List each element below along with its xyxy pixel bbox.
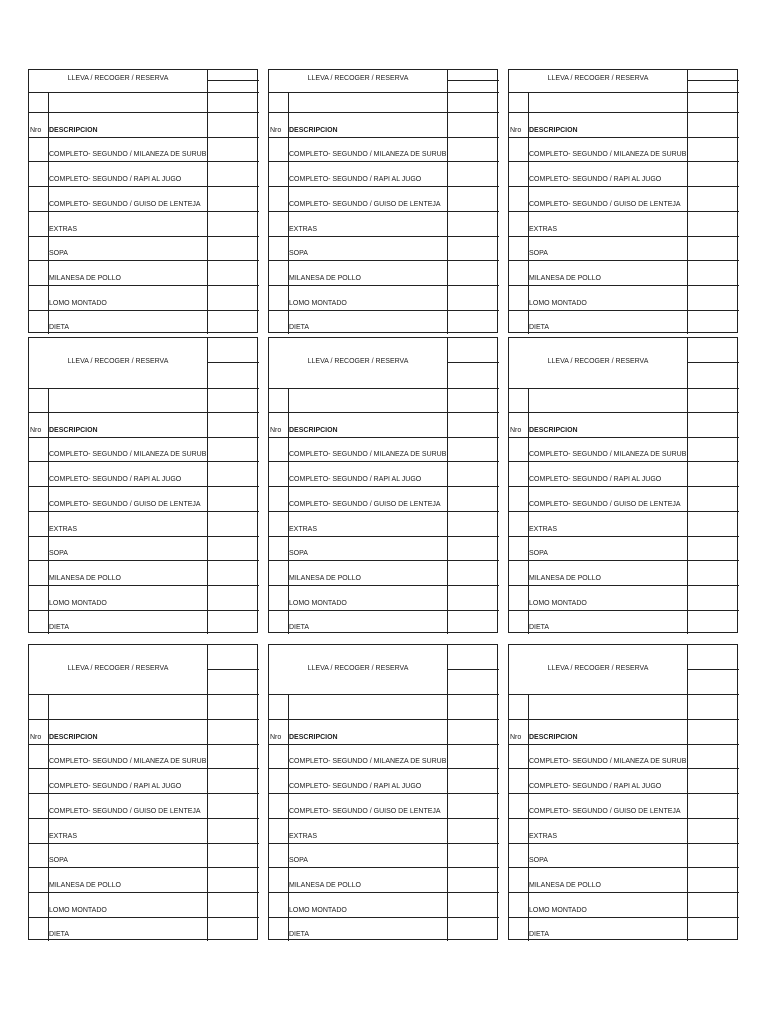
order-ticket <box>268 69 498 333</box>
menu-item-label: MILANESA DE POLLO <box>289 275 361 282</box>
menu-item-label: EXTRAS <box>289 833 318 840</box>
menu-item-label: SOPA <box>289 857 308 864</box>
menu-item-label: SOPA <box>49 550 68 557</box>
order-ticket <box>268 337 498 633</box>
nro-label: Nro <box>30 733 42 741</box>
order-ticket <box>508 644 738 940</box>
menu-item-label: EXTRAS <box>49 226 78 233</box>
menu-item-label: DIETA <box>289 624 310 631</box>
menu-item-label: DIETA <box>529 324 550 331</box>
order-ticket <box>508 337 738 633</box>
menu-item-label: EXTRAS <box>289 526 318 533</box>
menu-item-label: COMPLETO- SEGUNDO / MILANEZA DE SURUBI <box>49 451 209 458</box>
menu-item-label: LOMO MONTADO <box>49 907 107 914</box>
ticket-title: LLEVA / RECOGER / RESERVA <box>67 75 169 82</box>
menu-item-label: LOMO MONTADO <box>529 907 587 914</box>
menu-item-label: EXTRAS <box>289 226 318 233</box>
menu-item-label: EXTRAS <box>49 833 78 840</box>
menu-item-label: MILANESA DE POLLO <box>49 275 121 282</box>
ticket-title: LLEVA / RECOGER / RESERVA <box>67 665 169 672</box>
menu-item-label: DIETA <box>49 931 70 938</box>
menu-item-label: COMPLETO- SEGUNDO / MILANEZA DE SURUBI <box>529 758 689 765</box>
menu-item-label: LOMO MONTADO <box>289 300 347 307</box>
menu-item-label: LOMO MONTADO <box>49 300 107 307</box>
menu-item-label: COMPLETO- SEGUNDO / RAPI AL JUGO <box>49 783 182 790</box>
menu-item-label: COMPLETO- SEGUNDO / MILANEZA DE SURUBI <box>289 758 449 765</box>
menu-item-label: COMPLETO- SEGUNDO / RAPI AL JUGO <box>49 176 182 183</box>
descripcion-label: DESCRIPCION <box>529 733 578 741</box>
menu-item-label: DIETA <box>49 624 70 631</box>
nro-label: Nro <box>270 733 282 741</box>
menu-item-label: SOPA <box>289 250 308 257</box>
menu-item-label: LOMO MONTADO <box>289 600 347 607</box>
menu-item-label: LOMO MONTADO <box>529 300 587 307</box>
menu-item-label: COMPLETO- SEGUNDO / GUISO DE LENTEJA <box>289 501 441 508</box>
ticket-title: LLEVA / RECOGER / RESERVA <box>547 665 649 672</box>
menu-item-label: COMPLETO- SEGUNDO / RAPI AL JUGO <box>289 783 422 790</box>
menu-item-label: DIETA <box>49 324 70 331</box>
descripcion-label: DESCRIPCION <box>289 126 338 134</box>
menu-item-label: COMPLETO- SEGUNDO / MILANEZA DE SURUBI <box>49 151 209 158</box>
menu-item-label: COMPLETO- SEGUNDO / MILANEZA DE SURUBI <box>529 151 689 158</box>
menu-item-label: SOPA <box>529 250 548 257</box>
nro-label: Nro <box>270 426 282 434</box>
menu-item-label: COMPLETO- SEGUNDO / MILANEZA DE SURUBI <box>289 151 449 158</box>
descripcion-label: DESCRIPCION <box>49 126 98 134</box>
nro-label: Nro <box>270 126 282 134</box>
menu-item-label: MILANESA DE POLLO <box>529 275 601 282</box>
ticket-title: LLEVA / RECOGER / RESERVA <box>67 358 169 365</box>
ticket-title: LLEVA / RECOGER / RESERVA <box>307 665 409 672</box>
descripcion-label: DESCRIPCION <box>289 733 338 741</box>
descripcion-label: DESCRIPCION <box>529 426 578 434</box>
menu-item-label: SOPA <box>289 550 308 557</box>
descripcion-label: DESCRIPCION <box>289 426 338 434</box>
menu-item-label: DIETA <box>529 624 550 631</box>
order-ticket <box>28 337 258 633</box>
menu-item-label: EXTRAS <box>529 833 558 840</box>
menu-item-label: LOMO MONTADO <box>289 907 347 914</box>
menu-item-label: MILANESA DE POLLO <box>49 882 121 889</box>
ticket-title: LLEVA / RECOGER / RESERVA <box>547 75 649 82</box>
nro-label: Nro <box>510 426 522 434</box>
menu-item-label: DIETA <box>289 931 310 938</box>
menu-item-label: SOPA <box>529 857 548 864</box>
descripcion-label: DESCRIPCION <box>49 733 98 741</box>
ticket-title: LLEVA / RECOGER / RESERVA <box>547 358 649 365</box>
order-ticket <box>28 69 258 333</box>
menu-item-label: COMPLETO- SEGUNDO / RAPI AL JUGO <box>529 476 662 483</box>
menu-item-label: MILANESA DE POLLO <box>289 882 361 889</box>
menu-item-label: DIETA <box>289 324 310 331</box>
menu-item-label: COMPLETO- SEGUNDO / GUISO DE LENTEJA <box>529 501 681 508</box>
nro-label: Nro <box>30 126 42 134</box>
order-ticket <box>268 644 498 940</box>
menu-item-label: COMPLETO- SEGUNDO / RAPI AL JUGO <box>529 783 662 790</box>
menu-item-label: COMPLETO- SEGUNDO / MILANEZA DE SURUBI <box>289 451 449 458</box>
menu-item-label: COMPLETO- SEGUNDO / RAPI AL JUGO <box>289 476 422 483</box>
menu-item-label: DIETA <box>529 931 550 938</box>
menu-item-label: COMPLETO- SEGUNDO / MILANEZA DE SURUBI <box>49 758 209 765</box>
menu-item-label: EXTRAS <box>529 526 558 533</box>
menu-item-label: COMPLETO- SEGUNDO / GUISO DE LENTEJA <box>49 201 201 208</box>
nro-label: Nro <box>30 426 42 434</box>
menu-item-label: EXTRAS <box>529 226 558 233</box>
descripcion-label: DESCRIPCION <box>49 426 98 434</box>
menu-item-label: MILANESA DE POLLO <box>49 575 121 582</box>
menu-item-label: SOPA <box>49 857 68 864</box>
menu-item-label: LOMO MONTADO <box>529 600 587 607</box>
order-ticket <box>508 69 738 333</box>
menu-item-label: COMPLETO- SEGUNDO / GUISO DE LENTEJA <box>529 808 681 815</box>
ticket-title: LLEVA / RECOGER / RESERVA <box>307 358 409 365</box>
ticket-title: LLEVA / RECOGER / RESERVA <box>307 75 409 82</box>
menu-item-label: EXTRAS <box>49 526 78 533</box>
menu-item-label: COMPLETO- SEGUNDO / GUISO DE LENTEJA <box>289 808 441 815</box>
nro-label: Nro <box>510 126 522 134</box>
menu-item-label: COMPLETO- SEGUNDO / GUISO DE LENTEJA <box>289 201 441 208</box>
menu-item-label: COMPLETO- SEGUNDO / GUISO DE LENTEJA <box>49 808 201 815</box>
descripcion-label: DESCRIPCION <box>529 126 578 134</box>
menu-item-label: SOPA <box>49 250 68 257</box>
menu-item-label: SOPA <box>529 550 548 557</box>
menu-item-label: COMPLETO- SEGUNDO / GUISO DE LENTEJA <box>529 201 681 208</box>
menu-item-label: MILANESA DE POLLO <box>529 882 601 889</box>
menu-item-label: COMPLETO- SEGUNDO / MILANEZA DE SURUBI <box>529 451 689 458</box>
menu-item-label: LOMO MONTADO <box>49 600 107 607</box>
nro-label: Nro <box>510 733 522 741</box>
menu-item-label: COMPLETO- SEGUNDO / RAPI AL JUGO <box>49 476 182 483</box>
menu-item-label: MILANESA DE POLLO <box>289 575 361 582</box>
menu-item-label: COMPLETO- SEGUNDO / RAPI AL JUGO <box>529 176 662 183</box>
menu-item-label: COMPLETO- SEGUNDO / GUISO DE LENTEJA <box>49 501 201 508</box>
menu-item-label: COMPLETO- SEGUNDO / RAPI AL JUGO <box>289 176 422 183</box>
order-ticket <box>28 644 258 940</box>
menu-item-label: MILANESA DE POLLO <box>529 575 601 582</box>
